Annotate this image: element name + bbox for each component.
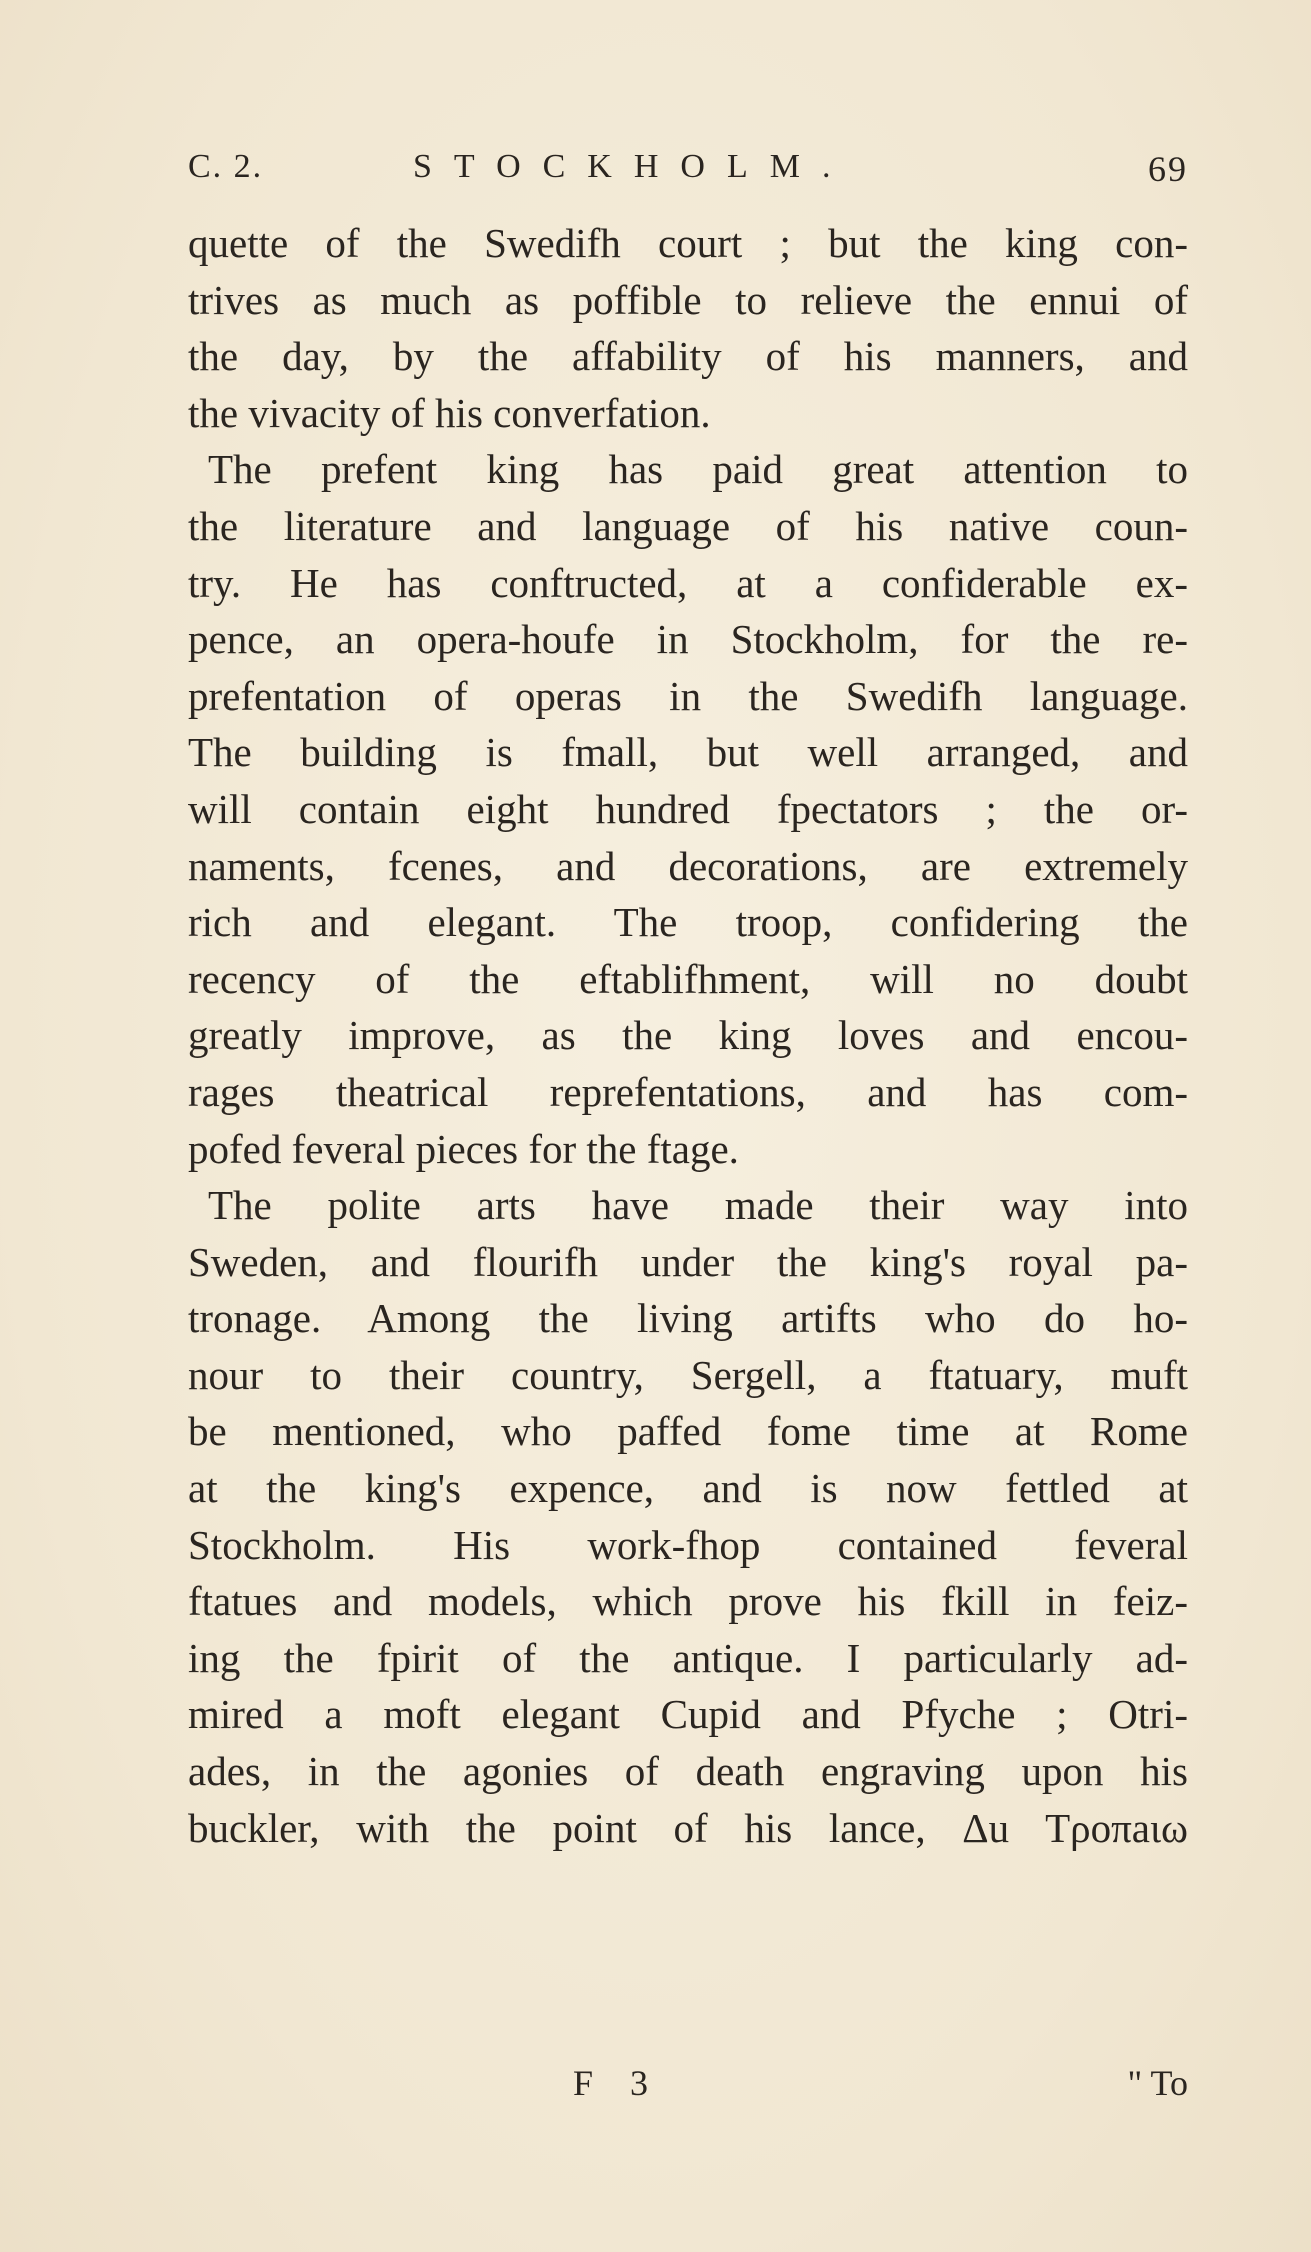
text-line: greatly improve, as the king loves and encou- (188, 1012, 1188, 1059)
text-line: the vivacity of his converfation. (188, 389, 711, 436)
running-title: STOCKHOLM. (413, 148, 853, 185)
text-line: tronage. Among the living artifts who do ho- (188, 1295, 1188, 1342)
chapter-marker: C. 2. (188, 148, 264, 185)
body-text (188, 215, 1188, 1856)
text-line: pence, an opera-houfe in Stockholm, for the re- (188, 616, 1188, 663)
text-line: The polite arts have made their way into (208, 1182, 1188, 1229)
text-line: ades, in the agonies of death engraving upon his (188, 1748, 1188, 1795)
text-line: ing the fpirit of the antique. I particularly ad- (188, 1634, 1188, 1681)
text-line: Sweden, and flourifh under the king's royal pa- (188, 1238, 1188, 1285)
text-line: quette of the Swedifh court ; but the king con- (188, 220, 1188, 266)
text-line: will contain eight hundred fpectators ; the or- (188, 785, 1188, 832)
text-line: mired a moft elegant Cupid and Pfyche ; Otri- (188, 1691, 1188, 1738)
catchword: " To (1127, 2063, 1188, 2103)
page-footer (188, 2062, 1188, 2112)
text-line: trives as much as poffible to relieve the ennui of (188, 276, 1188, 323)
text-line: The building is fmall, but well arranged, and (188, 729, 1188, 776)
text-line: try. He has conftructed, at a confiderable ex- (188, 559, 1188, 606)
text-line: ftatues and models, which prove his fkill in feiz- (188, 1578, 1188, 1625)
text-line: be mentioned, who paffed fome time at Rome (188, 1408, 1188, 1455)
text-line: the literature and language of his native coun- (188, 502, 1188, 549)
text-line: naments, fcenes, and decorations, are extremely (188, 842, 1188, 889)
text-line: The prefent king has paid great attention to (208, 446, 1188, 493)
text-line: buckler, with the point of his lance, Δu Tρoπaιω (188, 1804, 1188, 1851)
text-line: at the king's expence, and is now fettled at (188, 1465, 1188, 1512)
text-line: the day, by the affability of his manners, and (188, 333, 1188, 380)
text-line: rich and elegant. The troop, confidering the (188, 899, 1188, 946)
text-line: recency of the eftablifhment, will no doubt (188, 955, 1188, 1002)
text-line: rages theatrical reprefentations, and has com- (188, 1068, 1188, 1115)
signature-mark: F 3 (573, 2063, 663, 2103)
text-line: nour to their country, Sergell, a ftatuary, muft (188, 1351, 1188, 1398)
running-header (188, 148, 1188, 198)
text-line: Stockholm. His work-fhop contained feveral (188, 1521, 1188, 1568)
text-line: pofed feveral pieces for the ftage. (188, 1125, 739, 1172)
page-number: 69 (1148, 149, 1188, 189)
text-line: prefentation of operas in the Swedifh language. (188, 672, 1188, 719)
